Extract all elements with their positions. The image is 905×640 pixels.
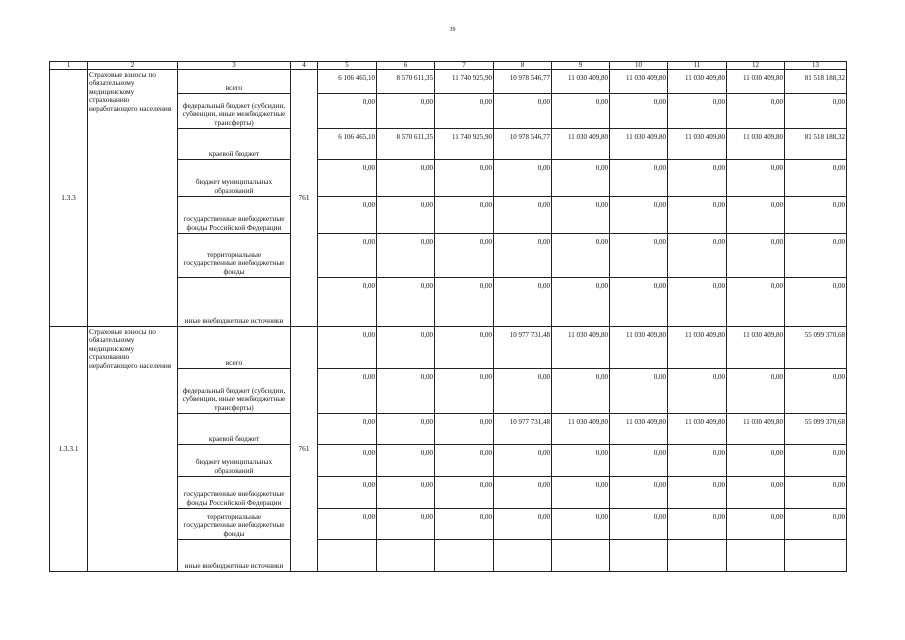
funding-source: территориальные государственные внебюджетные фонды: [178, 234, 291, 278]
row-code: 1.3.3: [50, 70, 88, 327]
value-cell: 11 030 409,80: [668, 129, 727, 160]
value-cell: 0,00: [610, 509, 668, 540]
value-cell: 55 099 370,68: [785, 414, 847, 445]
value-cell: 0,00: [785, 197, 847, 234]
value-cell: 0,00: [435, 414, 494, 445]
grbs-code: 761: [291, 327, 318, 572]
value-cell: 0,00: [552, 197, 610, 234]
value-cell: 11 030 409,80: [727, 414, 785, 445]
funding-source: государственные внебюджетные фонды Российской Федерации: [178, 477, 291, 509]
row-code: 1.3.3.1: [50, 327, 88, 572]
value-cell: 0,00: [785, 445, 847, 477]
grbs-code: 761: [291, 70, 318, 327]
value-cell: 0,00: [668, 160, 727, 197]
value-cell: 11 030 409,80: [610, 414, 668, 445]
value-cell: 0,00: [494, 445, 552, 477]
funding-source: бюджет муниципальных образований: [178, 445, 291, 477]
value-cell: 0,00: [727, 234, 785, 278]
value-cell: [610, 540, 668, 572]
value-cell: 0,00: [552, 234, 610, 278]
value-cell: 0,00: [552, 509, 610, 540]
value-cell: 0,00: [435, 369, 494, 414]
value-cell: 11 030 409,80: [668, 70, 727, 94]
funding-source: иные внебюджетные источники: [178, 540, 291, 572]
value-cell: 0,00: [668, 369, 727, 414]
page-number: 39: [449, 27, 456, 33]
value-cell: 0,00: [668, 234, 727, 278]
value-cell: 81 518 188,32: [785, 70, 847, 94]
value-cell: 0,00: [377, 278, 435, 327]
value-cell: [552, 540, 610, 572]
column-header: 9: [552, 62, 610, 70]
value-cell: 10 978 546,77: [494, 70, 552, 94]
value-cell: 0,00: [318, 94, 377, 129]
item-name: Страховые взносы по обязательному медицинскому страхованию неработающего населения: [88, 327, 178, 572]
value-cell: 0,00: [494, 477, 552, 509]
value-cell: 0,00: [785, 509, 847, 540]
value-cell: 0,00: [318, 234, 377, 278]
column-header: 5: [318, 62, 377, 70]
value-cell: 0,00: [494, 160, 552, 197]
value-cell: 0,00: [318, 327, 377, 369]
value-cell: 0,00: [377, 509, 435, 540]
value-cell: 0,00: [435, 278, 494, 327]
value-cell: 0,00: [377, 477, 435, 509]
value-cell: 11 030 409,80: [552, 70, 610, 94]
value-cell: 0,00: [377, 160, 435, 197]
value-cell: 0,00: [552, 477, 610, 509]
value-cell: 0,00: [494, 369, 552, 414]
funding-source: федеральный бюджет (субсидии, субвенции, иные межбюджетные трансферты): [178, 94, 291, 129]
column-header: 2: [88, 62, 178, 70]
value-cell: [435, 540, 494, 572]
value-cell: 0,00: [785, 369, 847, 414]
value-cell: 0,00: [785, 94, 847, 129]
value-cell: 0,00: [318, 369, 377, 414]
value-cell: 11 030 409,80: [610, 327, 668, 369]
value-cell: 11 030 409,80: [552, 414, 610, 445]
value-cell: 10 977 731,48: [494, 327, 552, 369]
value-cell: 11 030 409,80: [727, 129, 785, 160]
value-cell: 0,00: [727, 160, 785, 197]
value-cell: [494, 540, 552, 572]
value-cell: 0,00: [435, 234, 494, 278]
value-cell: 0,00: [435, 197, 494, 234]
column-header: 8: [494, 62, 552, 70]
value-cell: 0,00: [727, 369, 785, 414]
value-cell: [377, 540, 435, 572]
table-row: [50, 70, 847, 94]
header-row: [50, 62, 847, 70]
value-cell: 10 977 731,48: [494, 414, 552, 445]
item-name: Страховые взносы по обязательному медицинскому страхованию неработающего населения: [88, 70, 178, 327]
value-cell: 0,00: [610, 160, 668, 197]
column-header: 4: [291, 62, 318, 70]
value-cell: 0,00: [318, 278, 377, 327]
value-cell: 6 106 465,10: [318, 70, 377, 94]
value-cell: 0,00: [785, 278, 847, 327]
value-cell: 0,00: [727, 445, 785, 477]
value-cell: 0,00: [494, 94, 552, 129]
value-cell: 55 099 370,68: [785, 327, 847, 369]
funding-source: иные внебюджетные источники: [178, 278, 291, 327]
value-cell: 0,00: [552, 369, 610, 414]
column-header: 6: [377, 62, 435, 70]
value-cell: 0,00: [727, 278, 785, 327]
value-cell: 0,00: [727, 477, 785, 509]
value-cell: 11 030 409,80: [610, 70, 668, 94]
funding-source: краевой бюджет: [178, 414, 291, 445]
value-cell: [668, 540, 727, 572]
value-cell: 0,00: [785, 234, 847, 278]
value-cell: 0,00: [435, 445, 494, 477]
value-cell: 0,00: [668, 509, 727, 540]
value-cell: 11 030 409,80: [552, 327, 610, 369]
value-cell: 11 030 409,80: [552, 129, 610, 160]
value-cell: 0,00: [785, 477, 847, 509]
funding-source: бюджет муниципальных образований: [178, 160, 291, 197]
value-cell: 0,00: [377, 197, 435, 234]
value-cell: 0,00: [727, 94, 785, 129]
value-cell: 0,00: [494, 278, 552, 327]
funding-source: государственные внебюджетные фонды Российской Федерации: [178, 197, 291, 234]
column-header: 13: [785, 62, 847, 70]
value-cell: 0,00: [494, 509, 552, 540]
value-cell: 0,00: [435, 160, 494, 197]
value-cell: [727, 540, 785, 572]
funding-source: всего: [178, 327, 291, 369]
value-cell: 0,00: [610, 477, 668, 509]
column-header: 3: [178, 62, 291, 70]
value-cell: 0,00: [435, 327, 494, 369]
value-cell: 11 030 409,80: [727, 70, 785, 94]
value-cell: 0,00: [435, 477, 494, 509]
value-cell: 81 518 188,32: [785, 129, 847, 160]
value-cell: 0,00: [668, 477, 727, 509]
value-cell: 11 740 925,90: [435, 70, 494, 94]
value-cell: 0,00: [610, 197, 668, 234]
value-cell: 0,00: [785, 160, 847, 197]
value-cell: 0,00: [435, 94, 494, 129]
value-cell: 0,00: [727, 197, 785, 234]
value-cell: 0,00: [377, 414, 435, 445]
value-cell: 0,00: [610, 278, 668, 327]
value-cell: [785, 540, 847, 572]
value-cell: 0,00: [668, 94, 727, 129]
value-cell: 8 570 611,35: [377, 129, 435, 160]
value-cell: 0,00: [377, 369, 435, 414]
column-header: 10: [610, 62, 668, 70]
column-header: 1: [50, 62, 88, 70]
value-cell: 0,00: [668, 197, 727, 234]
funding-source: всего: [178, 70, 291, 94]
table-row: [50, 327, 847, 369]
value-cell: 0,00: [552, 94, 610, 129]
value-cell: 0,00: [318, 160, 377, 197]
value-cell: 6 106 465,10: [318, 129, 377, 160]
value-cell: 11 030 409,80: [727, 327, 785, 369]
value-cell: 0,00: [552, 160, 610, 197]
budget-table: [49, 61, 847, 572]
value-cell: 0,00: [318, 509, 377, 540]
value-cell: 0,00: [610, 369, 668, 414]
value-cell: 11 030 409,80: [668, 327, 727, 369]
value-cell: 0,00: [610, 234, 668, 278]
value-cell: 0,00: [377, 234, 435, 278]
value-cell: 0,00: [377, 445, 435, 477]
value-cell: 11 030 409,80: [668, 414, 727, 445]
value-cell: 0,00: [610, 94, 668, 129]
funding-source: федеральный бюджет (субсидии, субвенции, иные межбюджетные трансферты): [178, 369, 291, 414]
value-cell: 0,00: [318, 445, 377, 477]
value-cell: 0,00: [377, 94, 435, 129]
column-header: 7: [435, 62, 494, 70]
funding-source: территориальные государственные внебюджетные фонды: [178, 509, 291, 540]
value-cell: 0,00: [494, 197, 552, 234]
value-cell: 0,00: [377, 327, 435, 369]
value-cell: 0,00: [318, 414, 377, 445]
value-cell: 10 978 546,77: [494, 129, 552, 160]
value-cell: 0,00: [318, 197, 377, 234]
value-cell: 0,00: [610, 445, 668, 477]
value-cell: 8 570 611,35: [377, 70, 435, 94]
funding-source: краевой бюджет: [178, 129, 291, 160]
value-cell: 0,00: [727, 509, 785, 540]
value-cell: 0,00: [494, 234, 552, 278]
value-cell: 0,00: [435, 509, 494, 540]
value-cell: 0,00: [668, 445, 727, 477]
value-cell: 11 740 925,90: [435, 129, 494, 160]
value-cell: 0,00: [668, 278, 727, 327]
value-cell: 0,00: [552, 445, 610, 477]
column-header: 11: [668, 62, 727, 70]
value-cell: [318, 540, 377, 572]
column-header: 12: [727, 62, 785, 70]
value-cell: 0,00: [552, 278, 610, 327]
value-cell: 0,00: [318, 477, 377, 509]
value-cell: 11 030 409,80: [610, 129, 668, 160]
